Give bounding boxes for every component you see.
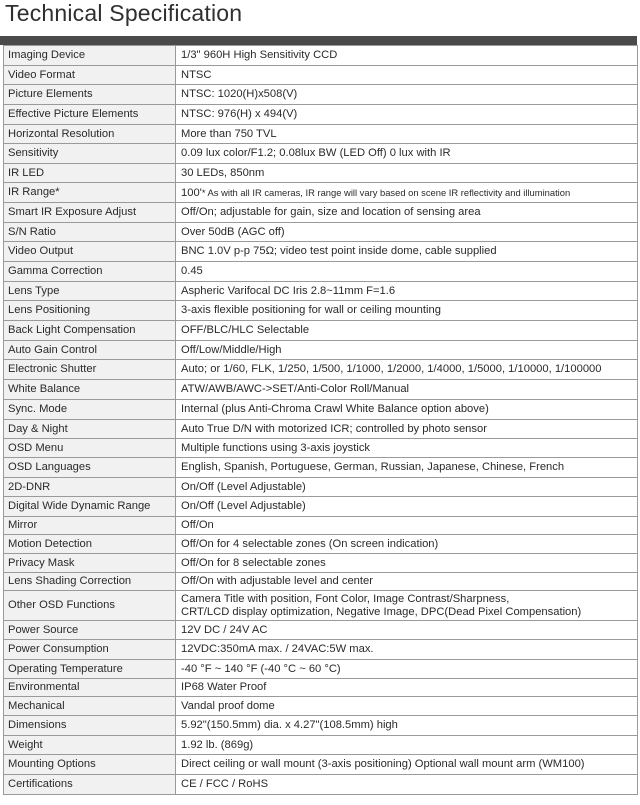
spec-value: English, Spanish, Portuguese, German, Russian, Japanese, Chinese, French (176, 458, 638, 478)
spec-value: NTSC: 1020(H)x508(V) (176, 85, 638, 105)
spec-label: Operating Temperature (4, 660, 176, 679)
spec-value: Multiple functions using 3-axis joystick (176, 439, 638, 458)
spec-label: Digital Wide Dynamic Range (4, 497, 176, 517)
table-row (4, 66, 638, 85)
spec-label: Day & Night (4, 420, 176, 439)
spec-table (3, 45, 638, 795)
table-row (4, 640, 638, 660)
spec-value: 1.92 lb. (869g) (176, 736, 638, 755)
spec-value: Auto; or 1/60, FLK, 1/250, 1/500, 1/1000, 1/2000, 1/4000, 1/5000, 1/10000, 1/100000 (176, 360, 638, 380)
spec-label: Other OSD Functions (4, 591, 176, 621)
table-row (4, 755, 638, 775)
spec-value (176, 183, 638, 203)
spec-label: Smart IR Exposure Adjust (4, 203, 176, 223)
spec-label: IR Range* (4, 183, 176, 203)
spec-value: 1/3" 960H High Sensitivity CCD (176, 46, 638, 66)
spec-value: Off/On (176, 517, 638, 535)
spec-value: Off/Low/Middle/High (176, 341, 638, 360)
spec-label: Effective Picture Elements (4, 105, 176, 125)
spec-label: White Balance (4, 380, 176, 400)
spec-value: BNC 1.0V p-p 75Ω; video test point inside dome, cable supplied (176, 242, 638, 262)
table-row (4, 420, 638, 439)
table-row (4, 105, 638, 125)
spec-label: Auto Gain Control (4, 341, 176, 360)
spec-label: Mounting Options (4, 755, 176, 775)
table-row (4, 203, 638, 223)
table-row (4, 380, 638, 400)
spec-value: Off/On for 4 selectable zones (On screen indication) (176, 535, 638, 554)
spec-value: CE / FCC / RoHS (176, 775, 638, 795)
table-row (4, 262, 638, 282)
spec-label: Power Source (4, 621, 176, 640)
spec-label: Gamma Correction (4, 262, 176, 282)
spec-label: Environmental (4, 679, 176, 697)
spec-value-text: 100' (181, 186, 202, 199)
spec-label: Lens Positioning (4, 301, 176, 321)
spec-value: 3-axis flexible positioning for wall or ceiling mounting (176, 301, 638, 321)
spec-label: IR LED (4, 164, 176, 183)
spec-label: Video Output (4, 242, 176, 262)
table-row (4, 517, 638, 535)
spec-value: Vandal proof dome (176, 697, 638, 716)
spec-value: Off/On for 8 selectable zones (176, 554, 638, 573)
spec-value: 30 LEDs, 850nm (176, 164, 638, 183)
spec-value-note: * As with all IR cameras, IR range will vary based on scene IR reflectivity and illumination (201, 186, 571, 198)
table-row (4, 360, 638, 380)
spec-label: Sync. Mode (4, 400, 176, 420)
table-row (4, 439, 638, 458)
spec-value: Internal (plus Anti-Chroma Crawl White Balance option above) (176, 400, 638, 420)
spec-value: 5.92"(150.5mm) dia. x 4.27"(108.5mm) high (176, 716, 638, 736)
spec-label: Dimensions (4, 716, 176, 736)
spec-value: Over 50dB (AGC off) (176, 223, 638, 242)
spec-value (176, 591, 638, 621)
table-row (4, 554, 638, 573)
spec-value: 12V DC / 24V AC (176, 621, 638, 640)
spec-label: Horizontal Resolution (4, 125, 176, 144)
table-row (4, 535, 638, 554)
spec-label: OSD Menu (4, 439, 176, 458)
spec-label: Power Consumption (4, 640, 176, 660)
spec-value: 0.09 lux color/F1.2; 0.08lux BW (LED Off) 0 lux with IR (176, 144, 638, 164)
table-row (4, 736, 638, 755)
table-row (4, 183, 638, 203)
spec-value: IP68 Water Proof (176, 679, 638, 697)
table-row (4, 497, 638, 517)
table-row (4, 85, 638, 105)
table-row (4, 223, 638, 242)
spec-label: S/N Ratio (4, 223, 176, 242)
spec-value-line: CRT/LCD display optimization, Negative Image, DPC(Dead Pixel Compensation) (181, 605, 582, 618)
spec-label: Picture Elements (4, 85, 176, 105)
table-row (4, 591, 638, 621)
table-row (4, 573, 638, 591)
spec-value: Direct ceiling or wall mount (3-axis positioning) Optional wall mount arm (WM100) (176, 755, 638, 775)
spec-value: 0.45 (176, 262, 638, 282)
spec-value: Off/On; adjustable for gain, size and location of sensing area (176, 203, 638, 223)
table-row (4, 478, 638, 497)
spec-value: Auto True D/N with motorized ICR; controlled by photo sensor (176, 420, 638, 439)
spec-label: Certifications (4, 775, 176, 795)
title-divider-bar (0, 36, 637, 45)
page-title: Technical Specification (5, 0, 243, 26)
table-row (4, 400, 638, 420)
spec-value: OFF/BLC/HLC Selectable (176, 321, 638, 341)
spec-value: Off/On with adjustable level and center (176, 573, 638, 591)
table-row (4, 46, 638, 66)
spec-value: Aspheric Varifocal DC Iris 2.8~11mm F=1.6 (176, 282, 638, 301)
table-row (4, 775, 638, 795)
table-row (4, 716, 638, 736)
table-row (4, 125, 638, 144)
table-row (4, 341, 638, 360)
table-row (4, 144, 638, 164)
spec-label: OSD Languages (4, 458, 176, 478)
spec-label: Back Light Compensation (4, 321, 176, 341)
table-row (4, 458, 638, 478)
spec-label: 2D-DNR (4, 478, 176, 497)
spec-value: More than 750 TVL (176, 125, 638, 144)
spec-label: Weight (4, 736, 176, 755)
spec-value: -40 °F ~ 140 °F (-40 °C ~ 60 °C) (176, 660, 638, 679)
spec-value: NTSC (176, 66, 638, 85)
table-row (4, 679, 638, 697)
spec-label: Motion Detection (4, 535, 176, 554)
table-row (4, 242, 638, 262)
spec-value: On/Off (Level Adjustable) (176, 497, 638, 517)
spec-label: Imaging Device (4, 46, 176, 66)
table-row (4, 301, 638, 321)
spec-value: 12VDC:350mA max. / 24VAC:5W max. (176, 640, 638, 660)
spec-label: Sensitivity (4, 144, 176, 164)
spec-label: Lens Type (4, 282, 176, 301)
spec-value: NTSC: 976(H) x 494(V) (176, 105, 638, 125)
spec-value-line: Camera Title with position, Font Color, Image Contrast/Sharpness, (181, 592, 510, 605)
spec-label: Mechanical (4, 697, 176, 716)
spec-value: On/Off (Level Adjustable) (176, 478, 638, 497)
table-row (4, 282, 638, 301)
spec-label: Mirror (4, 517, 176, 535)
table-row (4, 697, 638, 716)
spec-value: ATW/AWB/AWC->SET/Anti-Color Roll/Manual (176, 380, 638, 400)
spec-label: Electronic Shutter (4, 360, 176, 380)
table-row (4, 321, 638, 341)
table-row (4, 660, 638, 679)
spec-label: Lens Shading Correction (4, 573, 176, 591)
table-row (4, 621, 638, 640)
spec-label: Video Format (4, 66, 176, 85)
table-row (4, 164, 638, 183)
spec-label: Privacy Mask (4, 554, 176, 573)
